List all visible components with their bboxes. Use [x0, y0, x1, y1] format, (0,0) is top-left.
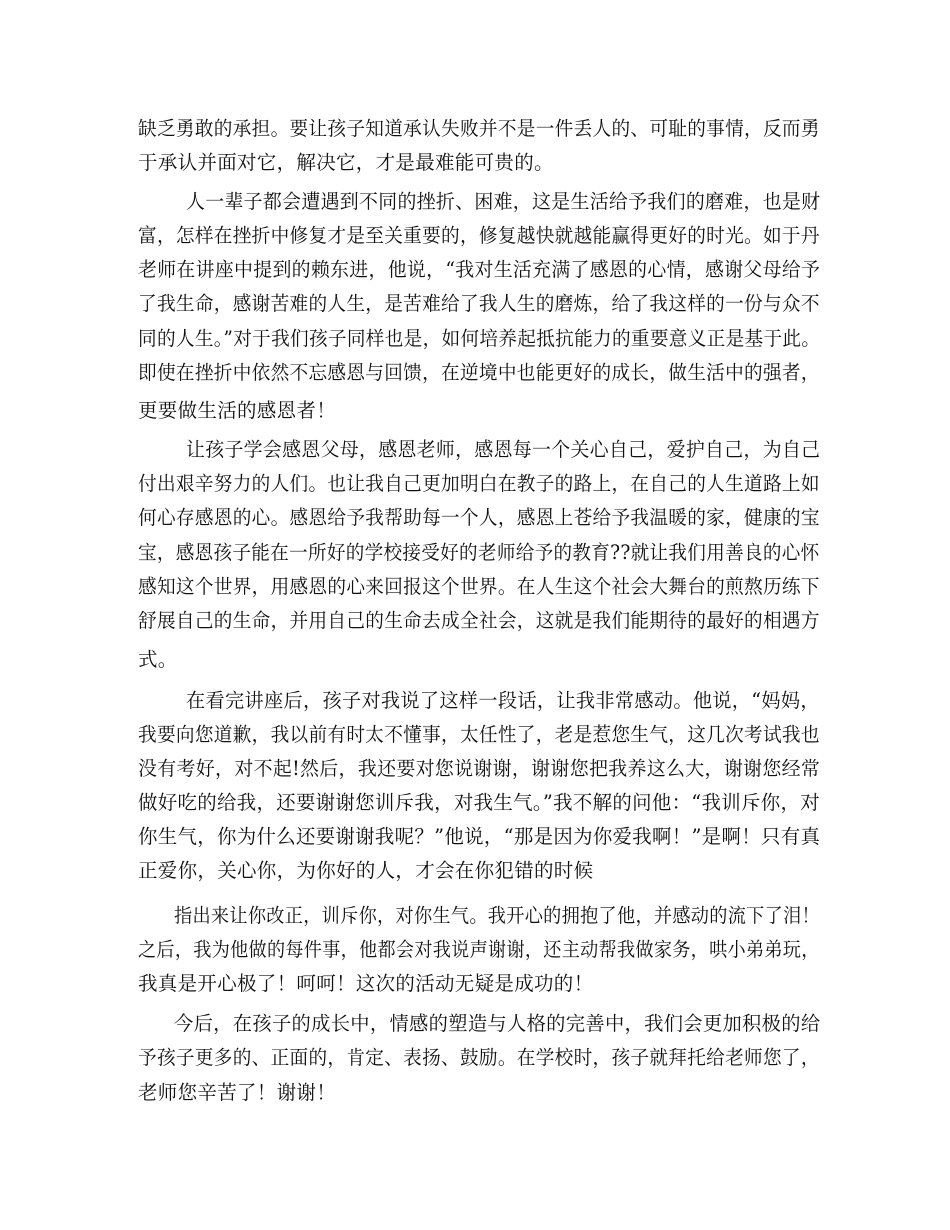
text-line: 予孩子更多的、正面的，肯定、表扬、鼓励。在学校时，孩子就拜托给老师您了， — [138, 1046, 820, 1069]
text-line: 老师您辛苦了！谢谢！ — [138, 1081, 337, 1104]
text-line: 于承认并面对它，解决它，才是最难能可贵的。 — [138, 151, 554, 174]
text-line: 宝，感恩孩子能在一所好的学校接受好的老师给予的教育??就让我们用善良的心怀 — [138, 541, 820, 564]
text-line: 更要做生活的感恩者！ — [138, 399, 337, 422]
text-line: 何心存感恩的心。感恩给予我帮助每一个人，感恩上苍给予我温暖的家，健康的宝 — [138, 506, 820, 529]
text-line: 我要向您道歉，我以前有时太不懂事，太任性了，老是惹您生气，这几次考试我也 — [138, 723, 820, 746]
text-line: 让孩子学会感恩父母，感恩老师，感恩每一个关心自己，爱护自己，为自己 — [186, 438, 821, 461]
text-line: 之后，我为他做的每件事，他都会对我说声谢谢，还主动帮我做家务，哄小弟弟玩， — [138, 938, 820, 961]
text-line: 在看完讲座后，孩子对我说了这样一段话，让我非常感动。他说，“妈妈， — [186, 689, 820, 712]
text-line: 感知这个世界，用感恩的心来回报这个世界。在人生这个社会大舞台的煎熬历练下 — [138, 575, 820, 598]
text-line: 做好吃的给我，还要谢谢您训斥我，对我生气。”我不解的问他：“我训斥你，对 — [138, 791, 821, 814]
text-line: 同的人生。”对于我们孩子同样也是，如何培养起抵抗能力的重要意义正是基于此。 — [138, 327, 821, 350]
text-line: 式。 — [138, 648, 178, 671]
text-line: 你生气，你为什么还要谢谢我呢？”他说，“那是因为你爱我啊！”是啊！只有真 — [138, 825, 821, 848]
text-line: 指出来让你改正，训斥你，对你生气。我开心的拥抱了他，并感动的流下了泪！ — [174, 904, 821, 927]
text-line: 正爱你，关心你，为你好的人，才会在你犯错的时候 — [138, 859, 594, 882]
text-line: 付出艰辛努力的人们。也让我自己更加明白在教子的路上，在自己的人生道路上如 — [138, 472, 820, 495]
text-line: 我真是开心极了！呵呵！这次的活动无疑是成功的！ — [138, 972, 594, 995]
text-line: 没有考好，对不起!然后，我还要对您说谢谢，谢谢您把我养这么大，谢谢您经常 — [138, 757, 821, 780]
text-line: 缺乏勇敢的承担。要让孩子知道承认失败并不是一件丢人的、可耻的事情，反而勇 — [138, 117, 820, 140]
text-line: 人一辈子都会遭遇到不同的挫折、困难，这是生活给予我们的磨难，也是财 — [186, 190, 821, 213]
text-line: 舒展自己的生命，并用自己的生命去成全社会，这就是我们能期待的最好的相遇方 — [138, 609, 820, 632]
text-line: 富，怎样在挫折中修复才是至关重要的，修复越快就越能赢得更好的时光。如于丹 — [138, 224, 820, 247]
text-line: 今后，在孩子的成长中，情感的塑造与人格的完善中，我们会更加积极的给 — [174, 1012, 821, 1035]
text-line: 了我生命，感谢苦难的人生，是苦难给了我人生的磨炼，给了我这样的一份与众不 — [138, 292, 820, 315]
text-line: 即使在挫折中依然不忘感恩与回馈，在逆境中也能更好的成长，做生活中的强者， — [138, 361, 820, 384]
text-line: 老师在讲座中提到的赖东进，他说，“我对生活充满了感恩的心情，感谢父母给予 — [138, 258, 821, 281]
